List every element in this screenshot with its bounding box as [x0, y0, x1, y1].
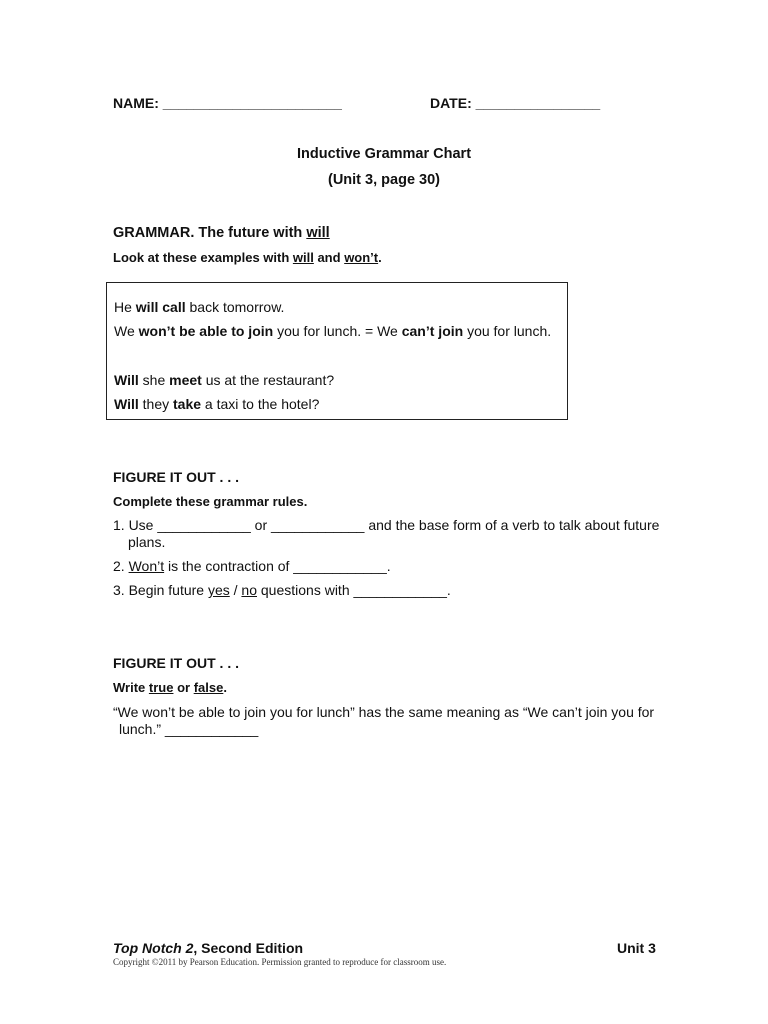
example-2: We won’t be able to join you for lunch. = We can’t join you for lunch.	[114, 323, 552, 339]
grammar-heading	[113, 225, 330, 241]
rule-1-continued: plans.	[128, 534, 166, 550]
instruction-wont: won’t	[344, 250, 379, 265]
rule-2: 2. Won’t is the contraction of ____________.	[113, 558, 391, 574]
book-title	[113, 940, 303, 956]
page-title: Inductive Grammar Chart	[296, 146, 472, 162]
date-field	[430, 95, 600, 111]
true-false-question-continued: lunch.” ____________	[119, 721, 259, 737]
figure2-subheading: Write true or false.	[113, 680, 227, 695]
examples-box	[106, 282, 568, 420]
date-label: DATE:	[430, 95, 472, 111]
figure1-subheading: Complete these grammar rules.	[113, 494, 308, 509]
grammar-heading-keyword: will	[306, 225, 330, 241]
instruction-text: Look at these examples with	[113, 250, 293, 265]
rule-1: 1. Use ____________ or ____________ and the base form of a verb to talk about future	[113, 517, 660, 533]
rule-3: 3. Begin future yes / no questions with ____________.	[113, 582, 451, 598]
figure-heading-1: FIGURE IT OUT . . .	[113, 469, 239, 485]
book-edition: , Second Edition	[193, 940, 304, 956]
grammar-heading-text: GRAMMAR. The future with	[113, 225, 307, 241]
grammar-instruction	[113, 250, 382, 265]
copyright-notice: Copyright ©2011 by Pearson Education. Permission granted to reproduce for classroom use.	[113, 957, 447, 967]
name-label: NAME:	[113, 95, 159, 111]
instruction-and: and	[313, 250, 345, 265]
book-title-text: Top Notch 2	[113, 940, 194, 956]
example-1: He will call back tomorrow.	[114, 299, 285, 315]
name-blank: _______________________	[162, 95, 342, 111]
example-3: Will she meet us at the restaurant?	[114, 372, 335, 388]
figure-heading-2: FIGURE IT OUT . . .	[113, 655, 239, 671]
true-false-question: “We won’t be able to join you for lunch” has the same meaning as “We can’t join you for	[113, 704, 655, 720]
unit-label: Unit 3	[617, 940, 656, 956]
example-4: Will they take a taxi to the hotel?	[114, 396, 320, 412]
page-subtitle: (Unit 3, page 30)	[328, 172, 440, 188]
instruction-period: .	[378, 250, 382, 265]
name-field	[113, 95, 342, 111]
instruction-will: will	[292, 250, 314, 265]
date-blank: ________________	[475, 95, 601, 111]
